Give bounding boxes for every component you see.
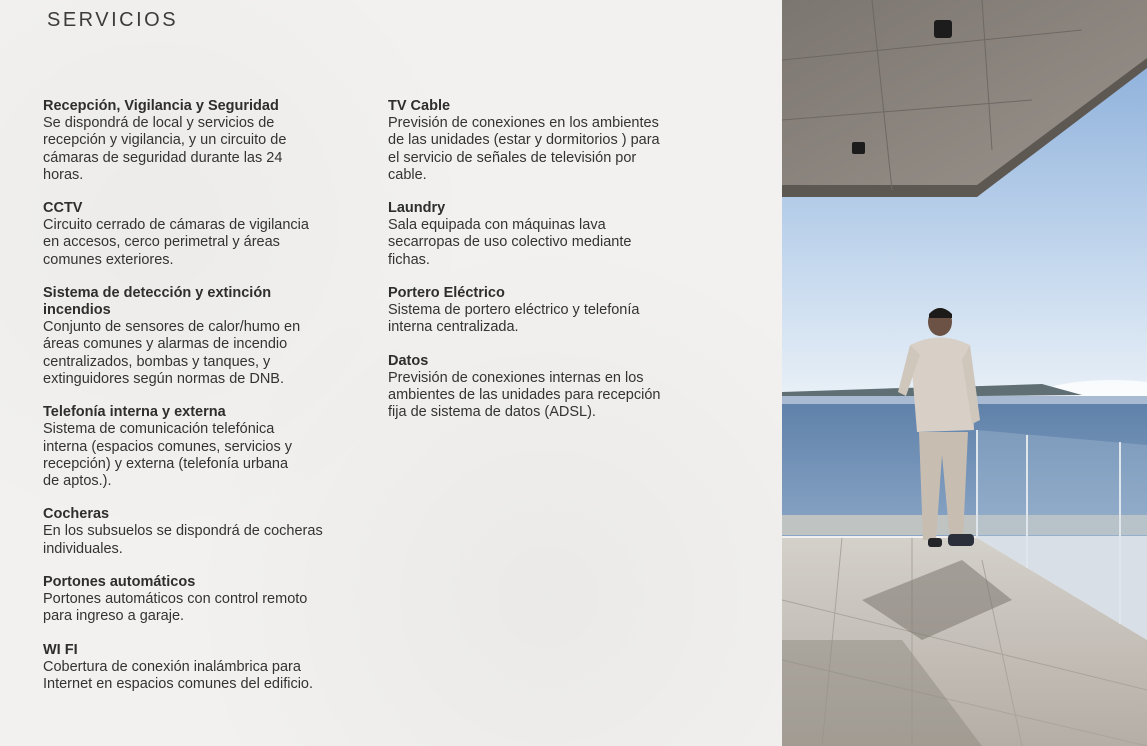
- service-desc-line: de las unidades (estar y dormitorios ) para: [388, 132, 660, 149]
- service-title: CCTV: [43, 200, 83, 217]
- service-parking: [43, 506, 363, 558]
- service-telephony: [43, 404, 363, 490]
- service-title: Portones automáticos: [43, 574, 196, 591]
- service-desc-line: En los subsuelos se dispondrá de cocheras: [43, 523, 323, 540]
- service-desc-line: Previsión de conexiones internas en los: [388, 369, 644, 386]
- service-title: TV Cable: [388, 98, 451, 114]
- services-column-right: [388, 98, 708, 438]
- service-desc-line: Previsión de conexiones en los ambientes: [388, 115, 659, 131]
- service-desc-line: Circuito cerrado de cámaras de vigilancia: [43, 217, 309, 234]
- service-title: Laundry: [388, 200, 446, 217]
- service-desc-line: Sistema de comunicación telefónica: [43, 421, 275, 438]
- service-wifi: [43, 642, 363, 694]
- service-intercom: [388, 285, 708, 337]
- service-desc-line: cámaras de seguridad durante las 24: [43, 149, 283, 166]
- service-title: Datos: [388, 352, 429, 369]
- service-desc-line: Sala equipada con máquinas lava: [388, 217, 606, 234]
- service-automatic-gates: [43, 574, 363, 626]
- service-desc-line: áreas comunes y alarmas de incendio: [43, 336, 288, 353]
- balcony-photo: [782, 0, 1147, 746]
- service-desc-line: el servicio de señales de televisión por: [388, 149, 637, 166]
- service-title: WI FI: [43, 641, 78, 658]
- service-desc-line: cable.: [388, 166, 427, 183]
- service-desc-line: fichas.: [388, 251, 430, 268]
- service-reception-security: [43, 98, 363, 184]
- service-desc-line: Cobertura de conexión inalámbrica para: [43, 658, 301, 675]
- service-desc-line: centralizados, bombas y tanques, y: [43, 353, 271, 370]
- service-desc-line: Internet en espacios comunes del edificio.: [43, 675, 314, 692]
- service-desc-line: individuales.: [43, 540, 123, 557]
- service-desc-line: interna (espacios comunes, servicios y: [43, 438, 293, 455]
- service-tv-cable: [388, 98, 708, 184]
- service-desc-line: en accesos, cerco perimetral y áreas: [43, 234, 280, 251]
- service-desc-line: para ingreso a garaje.: [43, 608, 185, 625]
- service-title: Recepción, Vigilancia y Seguridad: [43, 98, 279, 114]
- service-desc-line: secarropas de uso colectivo mediante: [388, 234, 632, 251]
- service-desc-line: Portones automáticos con control remoto: [43, 591, 308, 608]
- service-desc-line: horas.: [43, 166, 84, 183]
- service-desc-line: Conjunto de sensores de calor/humo en: [43, 319, 301, 336]
- services-column-left: [43, 98, 363, 709]
- service-desc-line: Se dispondrá de local y servicios de: [43, 115, 275, 131]
- service-title: Sistema de detección y extinción incendios: [43, 285, 272, 319]
- service-title: Telefonía interna y externa: [43, 404, 226, 421]
- service-desc-line: recepción) y externa (telefonía urbana: [43, 455, 289, 472]
- service-desc-line: recepción y vigilancia, y un circuito de: [43, 132, 287, 149]
- balcony-photo-illustration: [782, 0, 1147, 746]
- service-title: Portero Eléctrico: [388, 285, 505, 302]
- service-fire-detection: [43, 285, 363, 388]
- service-desc-line: comunes exteriores.: [43, 251, 174, 268]
- service-cctv: [43, 200, 363, 269]
- page-title: SERVICIOS: [47, 9, 179, 31]
- service-desc-line: ambientes de las unidades para recepción: [388, 386, 661, 403]
- service-desc-line: interna centralizada.: [388, 319, 519, 336]
- service-desc-line: Sistema de portero eléctrico y telefonía: [388, 302, 640, 319]
- service-data: [388, 353, 708, 422]
- service-title: Cocheras: [43, 506, 110, 523]
- service-laundry: [388, 200, 708, 269]
- service-desc-line: extinguidores según normas de DNB.: [43, 370, 284, 387]
- service-desc-line: de aptos.).: [43, 473, 112, 490]
- service-desc-line: fija de sistema de datos (ADSL).: [388, 404, 596, 421]
